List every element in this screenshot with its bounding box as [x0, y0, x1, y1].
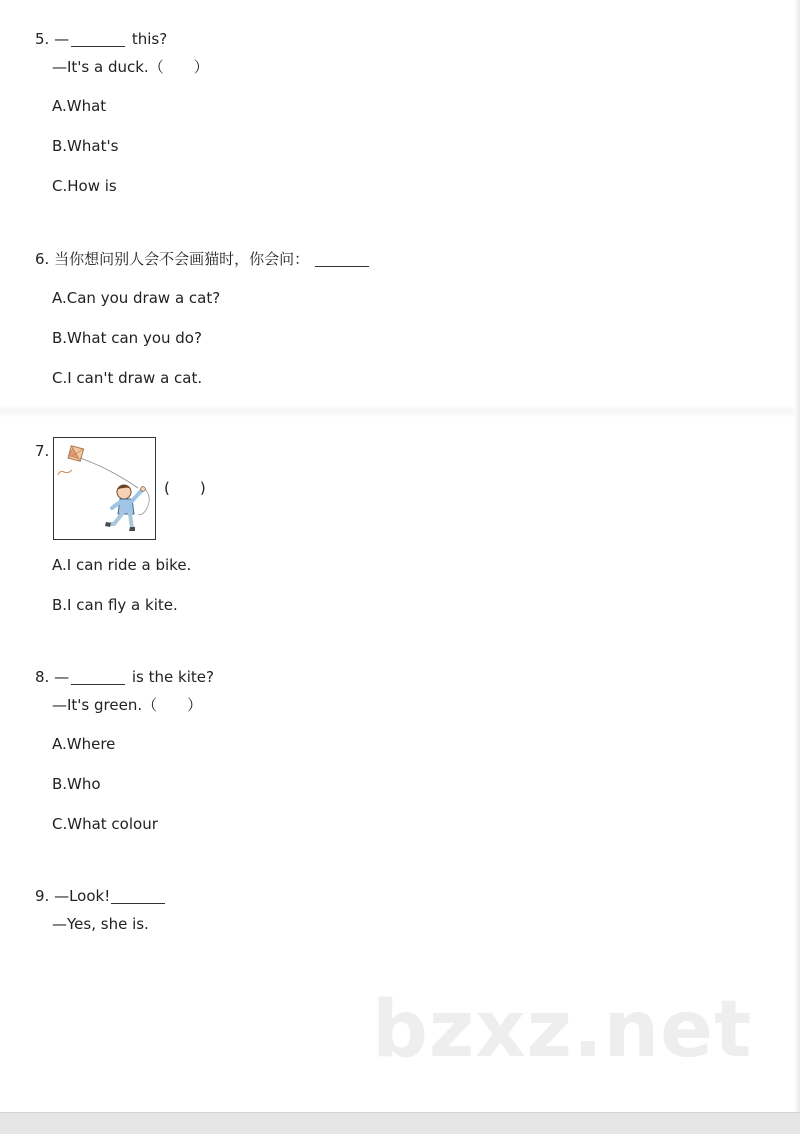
- question-5-text: this?: [131, 30, 168, 48]
- question-6-text: 当你想问别人会不会画猫时，你会问：: [54, 250, 310, 268]
- question-8-option-a[interactable]: A.Where: [52, 735, 116, 753]
- question-6-option-b[interactable]: B.What can you do?: [52, 329, 202, 347]
- question-9-line-1: [35, 886, 167, 906]
- question-5-dash: —: [54, 30, 70, 48]
- question-8-line-1: [35, 667, 214, 687]
- question-9-blank[interactable]: [111, 888, 165, 904]
- question-5-option-c[interactable]: C.How is: [52, 177, 117, 195]
- question-9: [35, 886, 167, 934]
- boy-flying-kite-icon: [54, 438, 155, 539]
- question-6: [35, 249, 371, 269]
- question-6-option-a[interactable]: A.Can you draw a cat?: [52, 289, 221, 307]
- question-9-number: 9.: [35, 887, 50, 905]
- section-separator: [0, 404, 800, 418]
- watermark: bzxz.net: [372, 985, 753, 1075]
- question-8-option-b[interactable]: B.Who: [52, 775, 101, 793]
- question-6-line: [35, 249, 371, 269]
- question-5-line-2: —It's a duck.（ ）: [52, 58, 209, 76]
- question-9-text: —Look!: [54, 887, 111, 905]
- page-edge-shadow: [794, 0, 800, 1134]
- question-6-blank[interactable]: [315, 251, 369, 267]
- question-8-dash: —: [54, 668, 70, 686]
- question-8-number: 8.: [35, 668, 50, 686]
- question-8-blank[interactable]: [71, 669, 125, 685]
- bottom-scroll-bar[interactable]: [0, 1112, 800, 1134]
- question-8: [35, 667, 214, 715]
- question-5-number: 5.: [35, 30, 50, 48]
- question-9-line-2: —Yes, she is.: [52, 915, 149, 933]
- question-8-text: is the kite?: [131, 668, 214, 686]
- question-6-option-c[interactable]: C.I can't draw a cat.: [52, 369, 203, 387]
- question-7-option-a[interactable]: A.I can ride a bike.: [52, 556, 192, 574]
- question-7-option-b[interactable]: B.I can fly a kite.: [52, 596, 178, 614]
- question-7-picture: [53, 437, 156, 540]
- question-5-option-a[interactable]: A.What: [52, 97, 107, 115]
- question-5: [35, 29, 209, 77]
- question-6-number: 6.: [35, 250, 50, 268]
- question-8-option-c[interactable]: C.What colour: [52, 815, 158, 833]
- question-7-number: 7.: [35, 442, 50, 460]
- question-5-blank[interactable]: [71, 31, 125, 47]
- question-5-option-b[interactable]: B.What's: [52, 137, 119, 155]
- question-8-line-2: —It's green.（ ）: [52, 696, 203, 714]
- question-7-answer-parentheses[interactable]: ( ): [164, 479, 206, 497]
- question-5-line-1: [35, 29, 209, 49]
